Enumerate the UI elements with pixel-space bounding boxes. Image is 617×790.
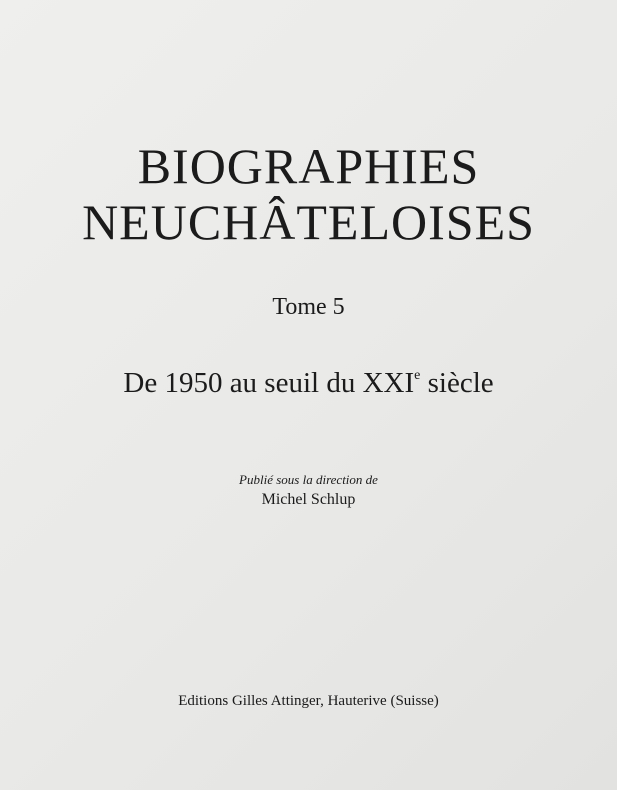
direction-label: Publié sous la direction de <box>239 472 378 487</box>
publisher-imprint: Editions Gilles Attinger, Hauterive (Suisse) <box>178 693 439 709</box>
book-subtitle <box>0 366 617 400</box>
subtitle-main: De 1950 au seuil du XXI <box>123 367 415 399</box>
volume-label: Tome 5 <box>272 294 345 320</box>
editor-name: Michel Schlup <box>261 491 356 508</box>
book-title-line-2: NEUCHÂTELOISES <box>82 194 535 250</box>
book-title-line-1: BIOGRAPHIES <box>137 138 480 194</box>
subtitle-superscript: e <box>414 368 421 384</box>
subtitle-end: siècle <box>420 367 494 399</box>
